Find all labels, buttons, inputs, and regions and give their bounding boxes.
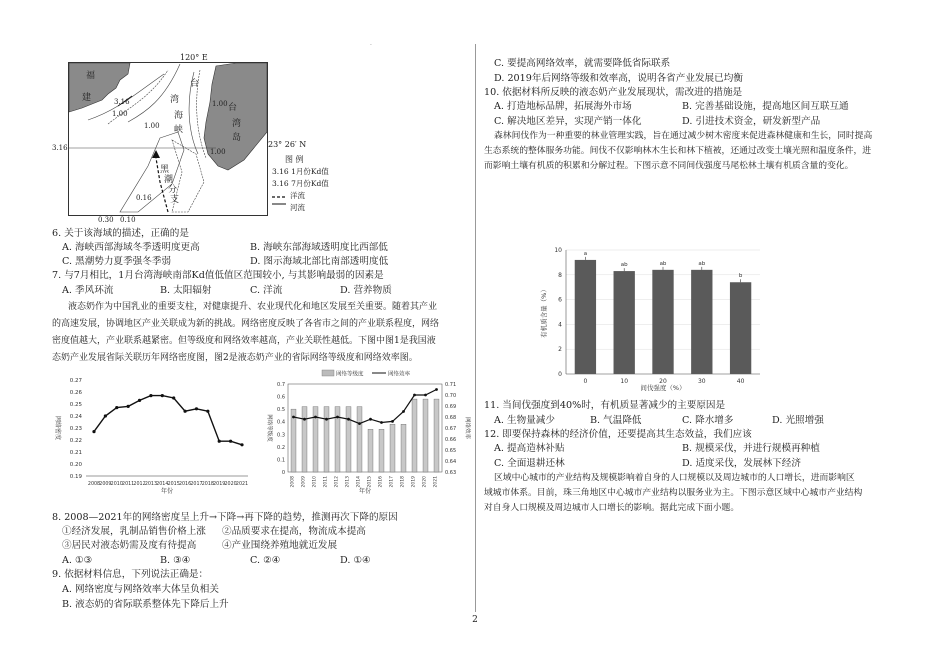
- q6-option-d: D. 图示海域北部比南部透明度低: [250, 256, 389, 267]
- organic-matter-bar: [691, 270, 712, 374]
- q9-option-a: A. 网络密度与网络效率大体呈负相关: [62, 584, 219, 595]
- map-legend-jul: 3.16 7月份Kd值: [272, 179, 329, 188]
- passage-forest-1: 森林间伐作为一种重要的林业管理实践，旨在通过减少树木密度来促进森林健康和生长，同时提高: [494, 131, 873, 141]
- y-right-tick-label: 0.71: [445, 382, 457, 388]
- x-tick-label: 40: [736, 378, 745, 385]
- y-left-tick-label: 0.2: [277, 444, 285, 451]
- x-tick-label: 2010: [110, 482, 123, 487]
- density-point: [229, 440, 232, 443]
- q10-option-c: C. 解决地区差异，实现产销一体化: [494, 116, 642, 127]
- x-tick-label: 2020: [224, 482, 237, 487]
- q12-option-d: D. 适度采伐，发展林下经济: [682, 458, 801, 469]
- efficiency-point: [292, 416, 295, 419]
- hierarchy-bar: [401, 424, 406, 472]
- x-tick-label: 2019: [213, 482, 226, 487]
- contour-label: 0.30: [98, 216, 114, 224]
- map-label-hei: 黑: [160, 165, 170, 175]
- hierarchy-bar: [302, 407, 307, 472]
- map-legend-current: 洋流: [290, 191, 305, 200]
- y-right-tick-label: 0.64: [445, 459, 457, 465]
- organic-matter-bar: [730, 282, 751, 374]
- y-tick-label: 0.23: [69, 426, 82, 432]
- efficiency-point: [325, 418, 328, 421]
- passage-dairy-2: 的高速发展，协调地区产业关联成为新的挑战。网络密度反映了各省市之间的产业联系程度，网络: [52, 319, 440, 329]
- y-axis-label: 网络密度: [54, 415, 61, 441]
- passage-forest-2: 生态系统的整体服务功能。间伐不仅影响林木生长和林下植被，还通过改变土壤光照和温度条件，进: [484, 146, 872, 156]
- significance-letter: ab: [620, 262, 628, 269]
- hierarchy-bar: [324, 407, 329, 472]
- contour-label: 1.00: [112, 110, 128, 118]
- density-point: [172, 396, 175, 399]
- x-tick-label: 2008: [290, 476, 296, 488]
- y-tick-label: 10: [554, 247, 562, 254]
- efficiency-point: [314, 416, 317, 419]
- map-label-zhi: 支: [170, 195, 180, 205]
- y-left-tick-label: 0.1: [277, 457, 285, 464]
- x-tick-label: 2018: [201, 482, 214, 487]
- taiwan-strait-map: [52, 62, 268, 224]
- map-label-wan1: 湾: [170, 95, 180, 105]
- y-tick-label: 0.19: [69, 474, 82, 480]
- legend-label-hierarchy: 网络等级度: [336, 371, 364, 378]
- q7-option-a: A. 季风环流: [62, 285, 114, 296]
- hierarchy-bar: [291, 409, 296, 472]
- map-label-dao: 岛: [232, 133, 242, 143]
- y-tick-label: 0.26: [69, 390, 82, 396]
- y-right-axis-label: 网络效率: [464, 416, 470, 440]
- efficiency-point: [413, 394, 416, 397]
- hierarchy-bar: [346, 407, 351, 472]
- map-latitude-label: 23° 26′ N: [268, 140, 307, 149]
- density-point: [161, 394, 164, 397]
- efficiency-point: [402, 410, 405, 413]
- y-left-tick-label: 0.5: [277, 407, 285, 414]
- map-legend-river: 河流: [290, 203, 305, 212]
- efficiency-point: [380, 421, 383, 424]
- x-tick-label: 2018: [400, 476, 406, 488]
- y-tick-label: 0: [558, 371, 562, 378]
- question-6: 6. 关于该海域的描述，正确的是: [52, 228, 189, 239]
- x-tick-label: 2021: [235, 482, 249, 487]
- x-tick-label: 2011: [122, 482, 135, 487]
- hierarchy-bar: [434, 399, 439, 472]
- x-tick-label: 2008: [87, 482, 101, 487]
- map-label-tai1: 台: [190, 79, 200, 89]
- q12-option-c: C. 全面退耕还林: [494, 458, 565, 469]
- efficiency-point: [347, 418, 350, 421]
- map-label-jian: 建: [82, 93, 92, 103]
- x-tick-label: 30: [697, 378, 706, 385]
- q8-option-d: D. ①④: [340, 555, 371, 566]
- passage-city-1: 区域中心城市的产业结构及规模影响着自身的人口规模以及周边城市的人口增长，进而影响区: [494, 473, 855, 483]
- x-axis-label: 年份: [358, 488, 372, 495]
- x-axis-label: 年份: [160, 488, 174, 495]
- x-tick-label: 2009: [99, 482, 112, 487]
- map-label-fu: 福: [86, 71, 96, 81]
- significance-letter: ab: [698, 260, 706, 267]
- x-tick-label: 2009: [301, 476, 307, 488]
- map-label-hai: 海: [174, 111, 184, 121]
- y-right-tick-label: 0.66: [445, 437, 457, 443]
- column-divider: [475, 44, 476, 612]
- contour-label: 0.10: [120, 216, 136, 224]
- density-line: [94, 396, 242, 445]
- y-axis-label: 有机质含量（%）: [540, 286, 548, 338]
- x-tick-label: 2020: [422, 476, 428, 488]
- organic-matter-bar: [575, 260, 596, 374]
- map-label-chao: 潮: [164, 175, 174, 185]
- passage-forest-3: 而影响土壤有机质的积累和分解过程。下图示意不同间伐强度马尾松林土壤有机质含量的变化。: [484, 161, 854, 171]
- legend-icons: [270, 192, 290, 208]
- contour-label: 3.16: [52, 144, 68, 152]
- density-point: [206, 410, 209, 413]
- q9-option-d: D. 2019年后网络等级和效率高，说明各省产业发展已均衡: [494, 73, 743, 84]
- x-tick-label: 2010: [312, 476, 318, 488]
- q8-statement-3: ③居民对液态奶需及度有待提高: [62, 540, 197, 551]
- y-right-tick-label: 0.69: [445, 404, 457, 410]
- x-tick-label: 2013: [144, 482, 158, 487]
- x-tick-label: 2019: [411, 476, 417, 488]
- density-point: [127, 405, 130, 408]
- contour-label: 3.16: [114, 98, 130, 106]
- q6-option-b: B. 海峡东部海域透明度比西部低: [250, 242, 388, 253]
- organic-matter-bar: [614, 271, 635, 374]
- x-tick-label: 2021: [433, 476, 439, 488]
- map-legend-title: 图 例: [285, 155, 304, 164]
- page-dot: ·: [370, 42, 372, 49]
- y-tick-label: 4: [558, 321, 562, 329]
- map-label-fen: 分: [168, 185, 178, 195]
- y-tick-label: 0.22: [69, 438, 82, 444]
- question-7: 7. 与7月相比，1月台湾海峡南部Kd值低值区范围较小, 与其影响最弱的因素是: [52, 270, 384, 281]
- density-point: [138, 399, 141, 402]
- density-point: [195, 407, 198, 410]
- efficiency-point: [336, 416, 339, 419]
- question-10: 10. 依据材料所反映的液态奶产业发展现状，需改进的措施是: [484, 87, 743, 98]
- passage-city-3: 对自身人口规模及周边城市人口增长的影响。据此完成下面小题。: [484, 503, 740, 513]
- x-tick-label: 2016: [178, 482, 192, 487]
- y-tick-label: 0.21: [69, 450, 82, 456]
- y-left-tick-label: 0.6: [277, 394, 285, 401]
- page-number: 2: [472, 615, 478, 625]
- density-point: [115, 406, 118, 409]
- y-left-tick-label: 0.4: [277, 419, 285, 426]
- q12-option-b: B. 规模采伐，并进行规模再种植: [682, 443, 820, 454]
- q9-option-b: B. 液态奶的省际联系整体先下降后上升: [62, 599, 229, 610]
- question-11: 11. 当间伐强度到40%时，有机质显著减少的主要原因是: [484, 400, 726, 411]
- organic-matter-bar: [652, 270, 673, 374]
- y-right-tick-label: 0.70: [445, 393, 457, 399]
- passage-city-2: 域城市体系。目前，珠三角地区中心城市产业结构以服务业为主。下图示意区域中心城市产业结构: [484, 488, 863, 498]
- efficiency-point: [435, 388, 438, 391]
- map-label-wan2: 湾: [232, 119, 242, 129]
- significance-letter: b: [738, 273, 743, 280]
- density-point: [218, 440, 221, 443]
- y-tick-label: 6: [558, 296, 562, 304]
- contour-label: 0.16: [136, 194, 152, 202]
- hierarchy-bar: [368, 429, 373, 472]
- hierarchy-bar: [423, 399, 428, 472]
- q8-statement-2: ②品质要求在提高，物流成本提高: [222, 526, 366, 537]
- contour-label: 1.00: [144, 122, 160, 130]
- contour-label: 1.00: [212, 100, 228, 108]
- q11-option-a: A. 生物量减少: [494, 415, 555, 426]
- y-tick-label: 0.24: [69, 414, 82, 420]
- x-tick-label: 2011: [323, 476, 329, 488]
- q8-option-b: B. ③④: [160, 555, 191, 566]
- map-label-xia: 峡: [174, 125, 184, 135]
- x-tick-label: 10: [620, 378, 629, 385]
- density-point: [183, 410, 186, 413]
- efficiency-point: [303, 418, 306, 421]
- q7-option-c: C. 洋流: [250, 285, 283, 296]
- map-legend-jan: 3.16 1月份Kd值: [272, 167, 329, 176]
- q11-option-d: D. 光照增强: [772, 415, 824, 426]
- y-left-tick-label: 0: [281, 470, 285, 476]
- significance-letter: ab: [659, 260, 667, 267]
- q8-option-a: A. ①③: [62, 555, 93, 566]
- question-8: 8. 2008—2021年的网络密度呈上升→下降→再下降的趋势，推测再次下降的原因: [52, 512, 398, 523]
- x-tick-label: 2012: [133, 482, 146, 487]
- y-tick-label: 2: [558, 346, 562, 354]
- x-tick-label: 0: [583, 378, 588, 385]
- organic-matter-chart: [538, 240, 768, 396]
- q11-option-b: B. 气温降低: [590, 415, 642, 426]
- passage-dairy-4: 态奶产业发展省际关联历年网络密度图，图2是液态奶产业的省际网络等级度和网络效率图。: [52, 353, 418, 363]
- x-tick-label: 2012: [334, 476, 340, 488]
- x-tick-label: 2016: [378, 476, 384, 488]
- y-right-tick-label: 0.68: [445, 415, 457, 421]
- y-tick-label: 0.20: [69, 462, 82, 468]
- x-tick-label: 2015: [367, 476, 373, 488]
- q10-option-b: B. 完善基础设施，提高地区间互联互通: [682, 101, 849, 112]
- density-point: [149, 394, 152, 397]
- passage-dairy-1: 液态奶作为中国乳业的重要支柱，对健康提升、农业现代化和地区发展至关重要。随着其产业: [68, 302, 438, 312]
- q8-statement-1: ①经济发展，乳制品销售价格上涨: [62, 526, 206, 537]
- map-longitude-label: 120° E: [180, 53, 208, 62]
- efficiency-point: [391, 420, 394, 423]
- y-right-tick-label: 0.63: [445, 470, 457, 476]
- q9-option-c: C. 要提高网络效率，就需要降低省际联系: [494, 58, 671, 69]
- x-tick-label: 2017: [389, 476, 395, 488]
- q6-option-a: A. 海峡西部海域冬季透明度更高: [62, 242, 200, 253]
- y-left-tick-label: 0.3: [277, 432, 285, 439]
- q12-option-a: A. 提高造林补贴: [494, 443, 565, 454]
- hierarchy-bar: [379, 429, 384, 472]
- hierarchy-bar: [357, 407, 362, 472]
- q8-option-c: C. ②④: [250, 555, 281, 566]
- q7-option-d: D. 营养物质: [340, 285, 392, 296]
- q6-option-c: C. 黑潮势力夏季强冬季弱: [62, 256, 172, 267]
- question-9: 9. 依据材料信息，下列说法正确是：: [52, 569, 209, 580]
- significance-letter: a: [583, 250, 588, 257]
- q7-option-b: B. 太阳辐射: [160, 285, 212, 296]
- contour-label: 1.00: [210, 148, 226, 156]
- x-tick-label: 2014: [356, 476, 362, 488]
- x-tick-label: 2017: [190, 482, 203, 487]
- x-tick-label: 2014: [156, 482, 169, 487]
- y-left-tick-label: 0.7: [277, 382, 285, 388]
- x-tick-label: 2015: [167, 482, 180, 487]
- legend-swatch-hierarchy: [322, 370, 334, 376]
- x-tick-label: 20: [659, 378, 667, 385]
- x-tick-label: 2013: [345, 476, 351, 488]
- hierarchy-bar: [412, 399, 417, 472]
- x-axis-label: 间伐强度（%）: [640, 384, 686, 392]
- network-hierarchy-efficiency-chart: [262, 368, 472, 496]
- hierarchy-bar: [390, 424, 395, 472]
- question-12: 12. 即要保持森林的经济价值，还要提高其生态效益，我们应该: [484, 429, 752, 440]
- density-point: [92, 430, 95, 433]
- q11-option-c: C. 降水增多: [682, 415, 734, 426]
- q10-option-d: D. 引进技术资金，研发新型产品: [682, 116, 821, 127]
- efficiency-point: [358, 422, 361, 425]
- passage-dairy-3: 密度值越大，产业联系越紧密。但等级度和网络效率越高，产业关联性越低。下图中图1是我国液: [52, 336, 436, 346]
- y-tick-label: 0.25: [69, 402, 82, 408]
- efficiency-point: [369, 418, 372, 421]
- y-tick-label: 0.27: [69, 378, 82, 384]
- plot-frame: [288, 384, 442, 472]
- legend-label-efficiency: 网络效率: [388, 371, 411, 378]
- network-density-chart: [48, 372, 258, 496]
- map-label-tai2: 台: [228, 103, 238, 113]
- density-point: [104, 414, 107, 417]
- efficiency-point: [424, 394, 427, 397]
- q8-statement-4: ④产业围绕养殖地就近发展: [222, 540, 338, 551]
- y-left-axis-label: 网络等级度: [266, 414, 272, 442]
- density-point: [240, 443, 243, 446]
- q10-option-a: A. 打造地标品牌，拓展海外市场: [494, 101, 632, 112]
- y-right-tick-label: 0.67: [445, 426, 457, 432]
- y-right-tick-label: 0.65: [445, 448, 457, 454]
- y-tick-label: 8: [558, 271, 562, 279]
